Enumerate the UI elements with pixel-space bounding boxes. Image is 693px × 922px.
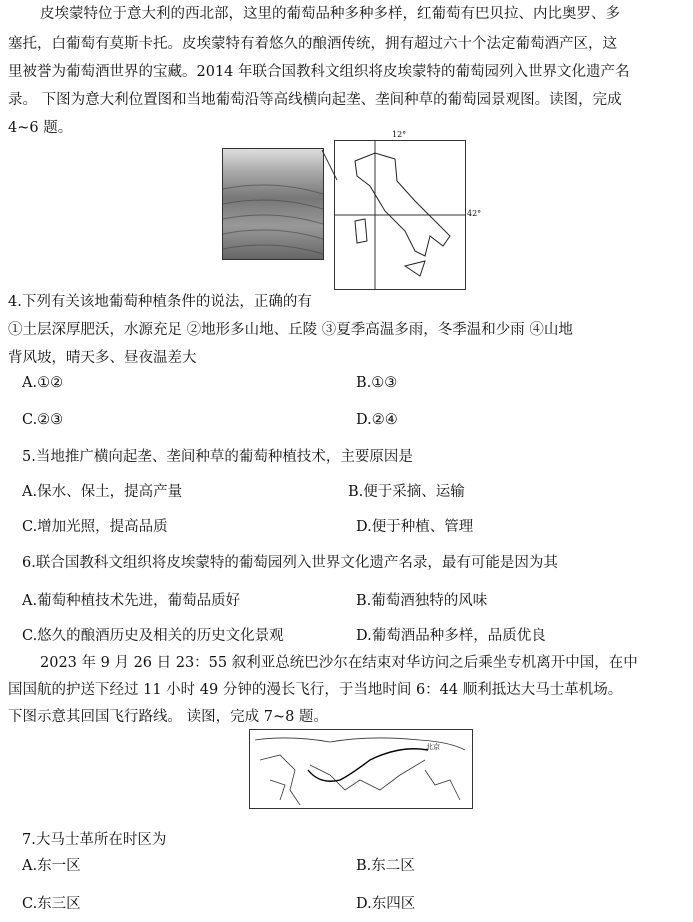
passage2-line: 2023 年 9 月 26 日 23：55 叙利亚总统巴沙尔在结束对华访问之后乘坐专机离开中国，在中 bbox=[40, 655, 638, 671]
passage1-line: 录。 下图为意大利位置图和当地葡萄沿等高线横向起垄、垄间种草的葡萄园景观图。读图，完成 bbox=[8, 92, 622, 108]
latitude-label: 42° bbox=[467, 209, 482, 218]
passage2-line: 下图示意其回国飞行路线。 读图，完成 7~8 题。 bbox=[8, 709, 328, 725]
q6-option-c[interactable]: C.悠久的酿酒历史及相关的历史文化景观 bbox=[22, 628, 284, 644]
q4-stem: 4.下列有关该地葡萄种植条件的说法，正确的有 bbox=[8, 294, 312, 310]
italy-location-map bbox=[334, 140, 466, 290]
q5-option-b[interactable]: B.便于采摘、运输 bbox=[348, 484, 465, 500]
q7-stem: 7.大马士革所在时区为 bbox=[22, 832, 167, 848]
q7-option-a[interactable]: A.东一区 bbox=[22, 858, 81, 874]
flight-route-map bbox=[249, 729, 473, 809]
q4-items: ①土层深厚肥沃，水源充足 ②地形多山地、丘陵 ③夏季高温多雨，冬季温和少雨 ④山地 bbox=[8, 322, 573, 338]
q6-option-d[interactable]: D.葡萄酒品种多样，品质优良 bbox=[356, 628, 546, 644]
passage1-line: 里被誉为葡萄酒世界的宝藏。2014 年联合国教科文组织将皮埃蒙特的葡萄园列入世界文化遗产名 bbox=[8, 64, 630, 80]
q6-option-a[interactable]: A.葡萄种植技术先进，葡萄品质好 bbox=[22, 593, 241, 609]
q7-option-b[interactable]: B.东二区 bbox=[356, 858, 415, 874]
beijing-label: 北京 bbox=[426, 743, 440, 751]
q6-option-b[interactable]: B.葡萄酒独特的风味 bbox=[356, 593, 488, 609]
connector-lines bbox=[315, 140, 340, 200]
italy-map-drawing bbox=[335, 141, 465, 289]
longitude-label: 12° bbox=[392, 130, 407, 139]
q4-option-c[interactable]: C.②③ bbox=[22, 412, 64, 428]
vineyard-rows bbox=[223, 149, 323, 259]
q5-option-c[interactable]: C.增加光照，提高品质 bbox=[22, 519, 168, 535]
q7-option-c[interactable]: C.东三区 bbox=[22, 896, 81, 912]
q4-option-d[interactable]: D.②④ bbox=[356, 412, 398, 428]
q4-items: 背风坡，晴天多、昼夜温差大 bbox=[8, 350, 197, 366]
passage1-line: 塞托，白葡萄有莫斯卡托。皮埃蒙特有着悠久的酿酒传统，拥有超过六十个法定葡萄酒产区，这 bbox=[8, 36, 617, 52]
q6-stem: 6.联合国教科文组织将皮埃蒙特的葡萄园列入世界文化遗产名录，最有可能是因为其 bbox=[22, 555, 558, 571]
q5-option-a[interactable]: A.保水、保土，提高产量 bbox=[22, 484, 183, 500]
vineyard-photo bbox=[222, 148, 324, 260]
q5-option-d[interactable]: D.便于种植、管理 bbox=[356, 519, 474, 535]
passage1-line: 4~6 题。 bbox=[8, 120, 73, 136]
q4-option-a[interactable]: A.①② bbox=[22, 375, 64, 391]
passage2-line: 国国航的护送下经过 11 小时 49 分钟的漫长飞行，于当地时间 6：44 顺利抵达大马士革机场。 bbox=[8, 682, 623, 698]
passage1-line: 皮埃蒙特位于意大利的西北部，这里的葡萄品种多种多样，红葡萄有巴贝拉、内比奥罗、多 bbox=[40, 6, 620, 22]
q5-stem: 5.当地推广横向起垄、垄间种草的葡萄种植技术，主要原因是 bbox=[22, 449, 413, 465]
q4-option-b[interactable]: B.①③ bbox=[356, 375, 398, 391]
q7-option-d[interactable]: D.东四区 bbox=[356, 896, 416, 912]
